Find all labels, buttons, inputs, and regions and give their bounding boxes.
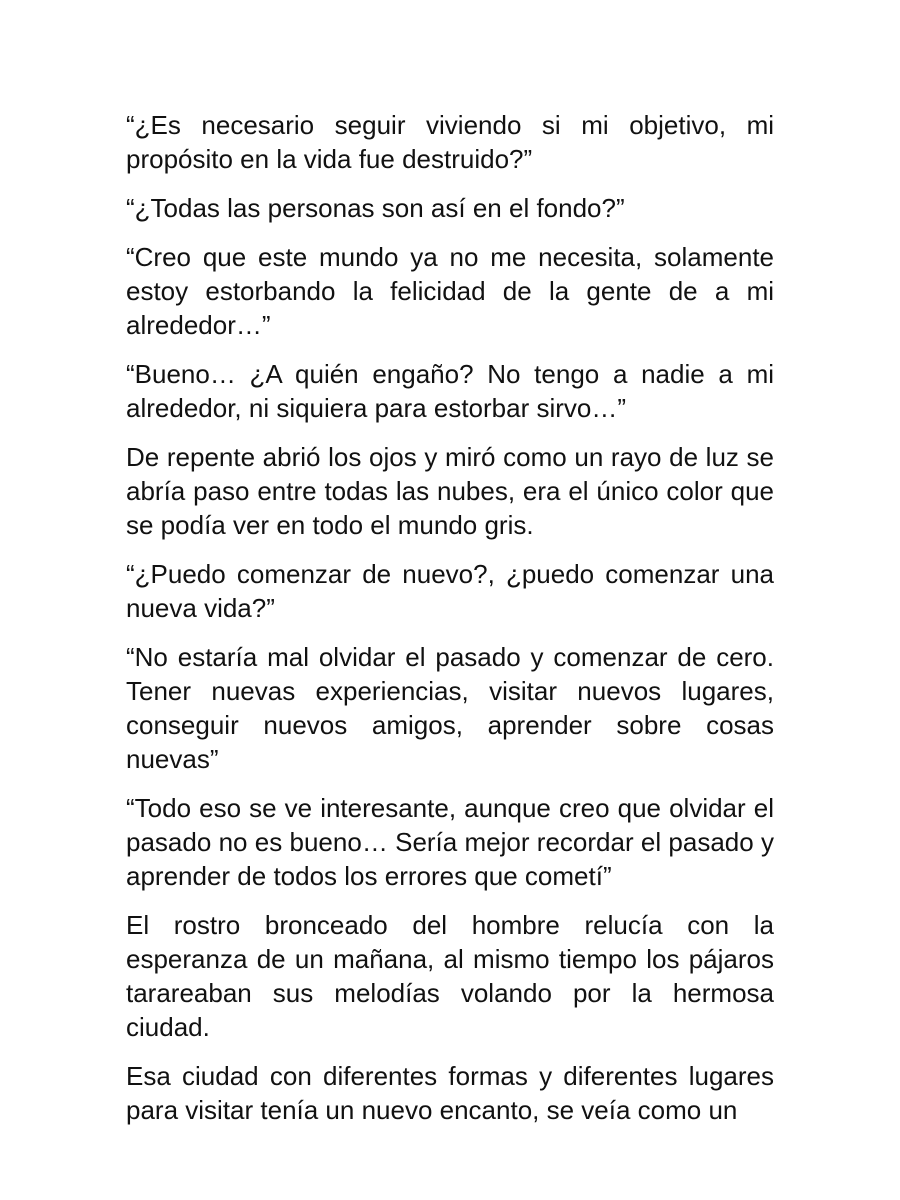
document-page <box>126 108 774 1142</box>
paragraph-10: Esa ciudad con diferentes formas y diferentes lugares para visitar tenía un nuevo encanto, se veía como un <box>126 1061 774 1125</box>
paragraph-2: “¿Todas las personas son así en el fondo?” <box>126 193 625 223</box>
paragraph-1: “¿Es necesario seguir viviendo si mi objetivo, mi propósito en la vida fue destruido?” <box>126 110 774 174</box>
paragraph-5: De repente abrió los ojos y miró como un rayo de luz se abría paso entre todas las nubes, era el único color que se podía ver en todo el mundo gris. <box>126 442 774 540</box>
paragraph-7: “No estaría mal olvidar el pasado y comenzar de cero. Tener nuevas experiencias, visitar nuevos lugares, conseguir nuevos amigos, aprender sobre cosas nuevas” <box>126 642 774 774</box>
paragraph-4: “Bueno… ¿A quién engaño? No tengo a nadie a mi alrededor, ni siquiera para estorbar sirvo…” <box>126 359 774 423</box>
paragraph-8: “Todo eso se ve interesante, aunque creo que olvidar el pasado no es bueno… Sería mejor recordar el pasado y aprender de todos los errores que cometí” <box>126 793 774 891</box>
paragraph-6: “¿Puedo comenzar de nuevo?, ¿puedo comenzar una nueva vida?” <box>126 559 774 623</box>
paragraph-3: “Creo que este mundo ya no me necesita, solamente estoy estorbando la felicidad de la gente de a mi alrededor…” <box>126 242 774 340</box>
paragraph-9: El rostro bronceado del hombre relucía con la esperanza de un mañana, al mismo tiempo los pájaros tarareaban sus melodías volando por la hermosa ciudad. <box>126 910 774 1042</box>
